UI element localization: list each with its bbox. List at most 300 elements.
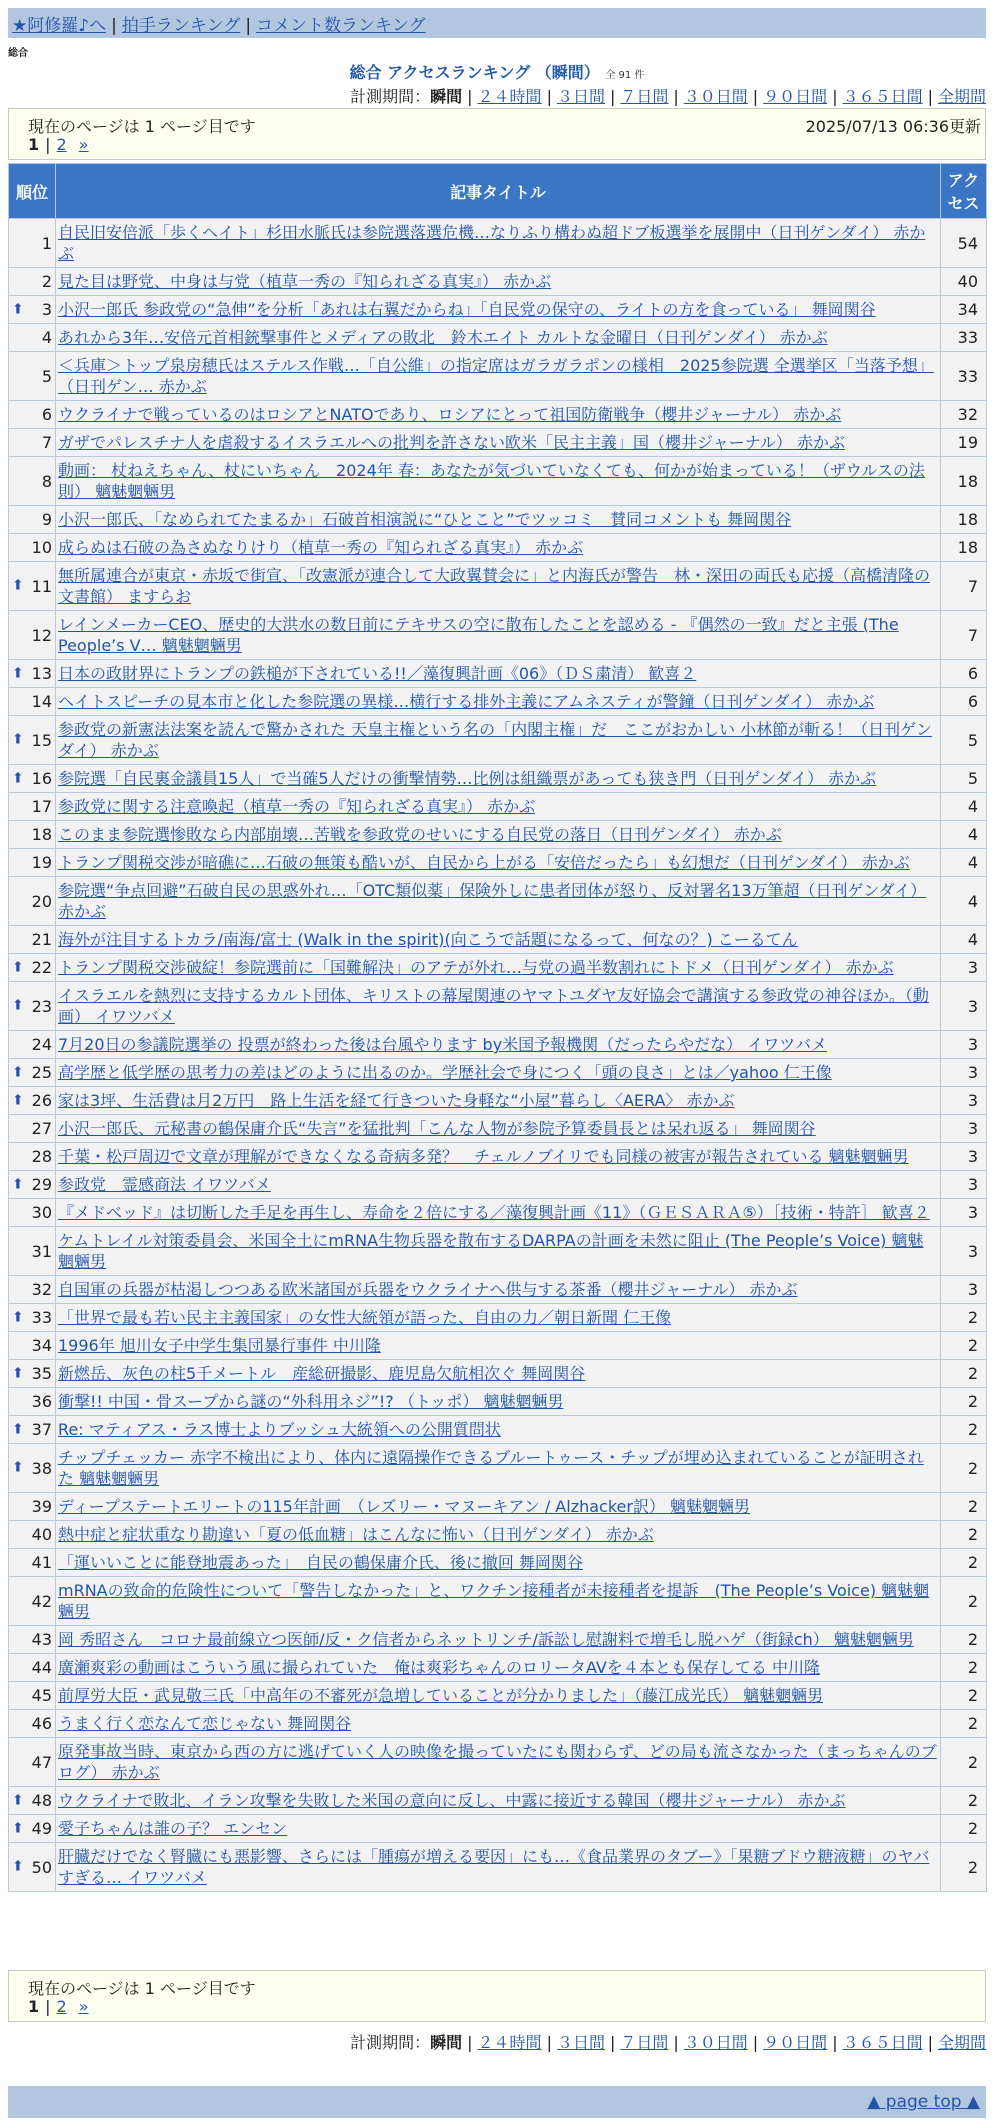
article-link[interactable]: 参政党に関する注意喚起（植草一秀の『知られざる真実』） 赤かぶ — [58, 797, 536, 816]
table-row — [9, 324, 987, 352]
table-row — [9, 429, 987, 457]
rank-cell — [9, 1843, 56, 1892]
title-cell — [56, 1549, 941, 1577]
access-count: 18 — [941, 457, 987, 506]
table-row — [9, 611, 987, 660]
article-link[interactable]: うまく行く恋なんて恋じゃない 舞岡関谷 — [58, 1714, 352, 1733]
access-count: 5 — [941, 765, 987, 793]
article-link[interactable]: トランプ関税交渉が暗礁に…石破の無策も酷いが、自民から上がる「安倍だったら」も幻想だ（日刊ゲンダイ） 赤かぶ — [58, 853, 910, 872]
rank-number: 39 — [31, 1497, 52, 1516]
rank-cell — [9, 793, 56, 821]
rank-number: 26 — [31, 1091, 52, 1110]
table-row — [9, 660, 987, 688]
rank-number: 33 — [31, 1308, 52, 1327]
article-link[interactable]: 千葉・松戸周辺で文章が理解ができなくなる奇病多発？ チェルノブイリでも同様の被害が報告されている 魑魅魍魎男 — [58, 1147, 909, 1166]
article-link[interactable]: 無所属連合が東京・赤坂で街宣、「改憲派が連合して大政翼賛会に」と内海氏が警告 林・深田の両氏も応援（高橋清隆の文書館） ますらお — [58, 566, 931, 606]
period-option[interactable]: ７日間 — [620, 87, 669, 106]
article-link[interactable]: 『メドベッド』は切断した手足を再生し、寿命を２倍にする／藻復興計画《11》（ＧＥＳＡＲＡ⑤）［技術・特許］ 歓喜２ — [58, 1203, 930, 1222]
article-link[interactable]: ＜兵庫＞トップ泉房穂氏はステルス作戦…「自公維」の指定席はガラガラポンの様相 2025参院選 全選挙区「当落予想」（日刊ゲン… 赤かぶ — [58, 356, 934, 396]
rank-number: 48 — [31, 1791, 52, 1810]
title-cell — [56, 1115, 941, 1143]
access-count: 5 — [941, 716, 987, 765]
title-cell — [56, 1143, 941, 1171]
article-link[interactable]: 小沢一郎氏 参政党の“急伸”を分析「あれは右翼だからね」「自民党の保守の、ライトの方を食っている」 舞岡関谷 — [58, 300, 876, 319]
updated-timestamp: 2025/07/13 06:36更新 — [805, 117, 981, 136]
article-link[interactable]: 愛子ちゃんは誰の子？ エンセン — [58, 1819, 288, 1838]
rank-cell — [9, 1304, 56, 1332]
table-row — [9, 1332, 987, 1360]
access-count: 2 — [941, 1738, 987, 1787]
title-header: 記事タイトル — [56, 164, 941, 219]
article-link[interactable]: 新燃岳、灰色の柱5千メートル 産総研撮影、鹿児島欠航相次ぐ 舞岡関谷 — [58, 1364, 586, 1383]
article-link[interactable]: 参院選「自民裏金議員15人」で当確5人だけの衝撃情勢…比例は組織票があっても狭き門（日刊ゲンダイ） 赤かぶ — [58, 769, 877, 788]
article-link[interactable]: 「運いいことに能登地震あった」 自民の鶴保庸介氏、後に撤回 舞岡関谷 — [58, 1553, 583, 1572]
period-option[interactable]: ３６５日間 — [842, 87, 923, 106]
rank-cell — [9, 268, 56, 296]
article-link[interactable]: 小沢一郎氏、元秘書の鶴保庸介氏“失言”を猛批判「こんな人物が参院予算委員長とは呆れ返る」 舞岡関谷 — [58, 1119, 816, 1138]
pager-page-1: 1 — [28, 135, 40, 154]
article-link[interactable]: あれから3年…安倍元首相銃撃事件とメディアの敗北 鈴木エイト カルトな金曜日（日刊ゲンダイ） 赤かぶ — [58, 328, 828, 347]
title-cell — [56, 765, 941, 793]
arrow-up-icon: ⬆ — [12, 577, 24, 594]
access-count: 2 — [941, 1444, 987, 1493]
rank-cell — [9, 1444, 56, 1493]
access-count: 2 — [941, 1654, 987, 1682]
rank-cell — [9, 401, 56, 429]
access-count: 18 — [941, 506, 987, 534]
article-link[interactable]: 高学歴と低学歴の思考力の差はどのように出るのか。学歴社会で身につく「頭の良さ」とは／yahoo 仁王像 — [58, 1063, 832, 1082]
period-option[interactable]: ３日間 — [556, 2033, 605, 2052]
table-row — [9, 688, 987, 716]
table-row — [9, 982, 987, 1031]
period-separator: | — [673, 87, 679, 106]
title-cell — [56, 1087, 941, 1115]
footer-bar — [8, 2086, 986, 2118]
table-row — [9, 1521, 987, 1549]
period-separator: | — [927, 87, 933, 106]
period-option[interactable]: 全期間 — [937, 87, 986, 106]
period-separator: | — [609, 2033, 616, 2052]
article-link[interactable]: 成らぬは石破の為さぬなりけり（植草一秀の『知られざる真実』） 赤かぶ — [58, 538, 584, 557]
article-link[interactable]: 岡 秀昭さん コロナ最前線立つ医師/反・ク信者からネットリンチ/訴訟し慰謝料で増毛し脱ハゲ（街録ch） 魑魅魍魎男 — [58, 1630, 914, 1649]
article-link[interactable]: 家は3坪、生活費は月2万円 路上生活を経て行きついた身軽な“小屋”暮らし〈AERA〉 赤かぶ — [58, 1091, 735, 1110]
rank-cell — [9, 1710, 56, 1738]
access-count: 7 — [941, 611, 987, 660]
rank-number: 45 — [31, 1686, 52, 1705]
title-cell — [56, 1444, 941, 1493]
period-option[interactable]: ２４時間 — [477, 2033, 542, 2052]
arrow-up-icon: ⬆ — [12, 1792, 24, 1808]
rank-number: 36 — [31, 1392, 52, 1411]
access-count: 54 — [941, 219, 987, 268]
rank-cell — [9, 296, 56, 324]
title-cell — [56, 457, 941, 506]
access-count: 6 — [941, 688, 987, 716]
article-link[interactable]: ヘイトスピーチの見本市と化した参院選の異様…横行する排外主義にアムネスティが警鐘（日刊ゲンダイ） 赤かぶ — [58, 692, 875, 711]
title-cell — [56, 401, 941, 429]
title-cell — [56, 1332, 941, 1360]
period-separator: | — [467, 87, 473, 106]
rank-number: 34 — [31, 1336, 52, 1355]
table-row — [9, 1304, 987, 1332]
access-count: 2 — [941, 1549, 987, 1577]
rank-cell — [9, 1416, 56, 1444]
table-row — [9, 506, 987, 534]
arrow-up-icon: ⬆ — [12, 1459, 24, 1476]
total-count: 全 91 件 — [605, 70, 645, 81]
article-link[interactable]: レインメーカーCEO、歴史的大洪水の数日前にテキサスの空に散布したことを認める - 『偶然の一致』だと主張 (The People’s V… 魑魅魍魎男 — [58, 615, 899, 655]
access-count: 2 — [941, 1626, 987, 1654]
article-link[interactable]: 動画： 杖ねえちゃん、杖にいちゃん 2024年 春：あなたが気づいていなくても、何かが始まっている！（ザウルスの法則） 魑魅魍魎男 — [58, 461, 925, 501]
access-count: 3 — [941, 1031, 987, 1059]
rank-cell — [9, 1360, 56, 1388]
rank-cell — [9, 1115, 56, 1143]
access-count: 2 — [941, 1682, 987, 1710]
rank-cell — [9, 1031, 56, 1059]
access-count: 3 — [941, 1276, 987, 1304]
rank-number: 9 — [41, 510, 52, 529]
period-option[interactable]: 全期間 — [937, 2033, 986, 2052]
access-count: 34 — [941, 296, 987, 324]
period-option[interactable]: ３０日間 — [683, 2033, 748, 2052]
table-row — [9, 1843, 987, 1892]
page-title-text: 総合 アクセスランキング （瞬間） — [349, 63, 600, 82]
table-row — [9, 1682, 987, 1710]
rank-cell — [9, 877, 56, 926]
title-cell — [56, 1199, 941, 1227]
rank-number: 28 — [31, 1147, 52, 1166]
table-row — [9, 1444, 987, 1493]
period-option[interactable]: ７日間 — [620, 2033, 669, 2052]
rank-number: 15 — [31, 730, 52, 750]
rank-cell — [9, 1388, 56, 1416]
table-row — [9, 1710, 987, 1738]
title-cell — [56, 1416, 941, 1444]
title-cell — [56, 1276, 941, 1304]
arrow-up-icon: ⬆ — [12, 1176, 24, 1192]
table-row — [9, 1416, 987, 1444]
top-nav-bar: ★阿修羅♪へ | 拍手ランキング | コメント数ランキング — [8, 8, 986, 38]
article-link[interactable]: ウクライナで戦っているのはロシアとNATOであり、ロシアにとって祖国防衛戦争（櫻井ジャーナル） 赤かぶ — [58, 405, 842, 424]
table-row — [9, 1199, 987, 1227]
title-cell — [56, 821, 941, 849]
access-count: 4 — [941, 926, 987, 954]
article-link[interactable]: ケムトレイル対策委員会、米国全土にmRNA生物兵器を散布するDARPAの計画を未然に阻止 (The People’s Voice) 魑魅魍魎男 — [58, 1231, 924, 1271]
home-link[interactable]: ★阿修羅♪へ — [12, 16, 107, 36]
title-cell — [56, 1843, 941, 1892]
access-count: 2 — [941, 1360, 987, 1388]
period-label: 計測期間： — [350, 87, 431, 106]
rank-number: 27 — [31, 1119, 52, 1138]
article-link[interactable]: このまま参院選惨敗なら内部崩壊…苦戦を参政党のせいにする自民党の落日（日刊ゲンダイ） 赤かぶ — [58, 825, 782, 844]
rank-cell — [9, 954, 56, 982]
pager-page-2[interactable]: 2 — [56, 135, 67, 154]
rank-cell — [9, 352, 56, 401]
title-cell — [56, 268, 941, 296]
title-cell — [56, 1304, 941, 1332]
period-option[interactable]: ９０日間 — [763, 87, 828, 106]
period-option[interactable]: ９０日間 — [763, 2033, 828, 2052]
title-cell — [56, 660, 941, 688]
period-separator: | — [832, 87, 838, 106]
rank-cell — [9, 1654, 56, 1682]
access-count: 2 — [941, 1710, 987, 1738]
rank-number: 1 — [41, 233, 52, 253]
title-cell — [56, 534, 941, 562]
article-link[interactable]: 1996年 旭川女子中学生集団暴行事件 中川隆 — [58, 1336, 381, 1355]
table-row — [9, 1815, 987, 1843]
article-link[interactable]: ウクライナで敗北、イラン攻撃を失敗した米国の意向に反し、中露に接近する韓国（櫻井ジャーナル） 赤かぶ — [58, 1791, 846, 1810]
period-separator: | — [546, 2033, 552, 2052]
rank-number: 10 — [31, 538, 52, 557]
period-label: 計測期間： — [350, 2033, 431, 2052]
rank-number: 40 — [31, 1525, 52, 1544]
article-link[interactable]: 衝撃!! 中国・骨スープから謎の“外科用ネジ”!? （トッポ） 魑魅魍魎男 — [58, 1392, 564, 1411]
article-link[interactable]: チップチェッカー 赤字不検出により、体内に遠隔操作できるブルートゥース・チップが埋め込まれていることが証明された 魑魅魍魎男 — [58, 1448, 924, 1488]
article-link[interactable]: 自国軍の兵器が枯渇しつつある欧米諸国が兵器をウクライナへ供与する茶番（櫻井ジャーナル） 赤かぶ — [58, 1280, 798, 1299]
rank-number: 22 — [31, 958, 52, 977]
article-link[interactable]: 熱中症と症状重なり勘違い「夏の低血糖」はこんなに怖い（日刊ゲンダイ） 赤かぶ — [58, 1525, 654, 1544]
table-row — [9, 1654, 987, 1682]
article-link[interactable]: 肝臓だけでなく腎臓にも悪影響、さらには「腫瘍が増える要因」にも…《食品業界のタブー》「果糖ブドウ糖液糖」のヤバすぎる… イワツバメ — [58, 1847, 930, 1887]
access-count: 2 — [941, 1787, 987, 1815]
rank-number: 47 — [31, 1752, 52, 1772]
access-count: 40 — [941, 268, 987, 296]
table-row — [9, 1227, 987, 1276]
period-option[interactable]: ３６５日間 — [842, 2033, 923, 2052]
title-cell — [56, 1787, 941, 1815]
article-link[interactable]: mRNAの致命的危険性について「警告しなかった」と、ワクチン接種者が未接種者を提訴 (The People’s Voice) 魑魅魍魎男 — [58, 1581, 930, 1621]
title-cell — [56, 793, 941, 821]
rank-cell — [9, 324, 56, 352]
access-count: 3 — [941, 1115, 987, 1143]
rank-number: 11 — [31, 576, 52, 596]
table-row — [9, 296, 987, 324]
pager-bottom: 1 | 2 » — [28, 1997, 89, 2016]
rank-number: 50 — [31, 1857, 52, 1877]
rank-cell — [9, 1521, 56, 1549]
article-link[interactable]: 日本の政財界にトランプの鉄槌が下されている!!／藻復興計画《06》（ＤＳ粛清） 歓喜２ — [58, 664, 697, 683]
article-link[interactable]: Re: マティアス・ラス博士よりブッシュ大統領への公開質問状 — [58, 1420, 501, 1439]
period-option[interactable]: ３日間 — [556, 87, 605, 106]
title-cell — [56, 877, 941, 926]
title-cell — [56, 1493, 941, 1521]
title-cell — [56, 352, 941, 401]
rank-number: 29 — [31, 1175, 52, 1194]
rank-number: 5 — [41, 366, 52, 386]
article-link[interactable]: 参政党の新憲法法案を読んで驚かされた 天皇主権という名の「内閣主権」だ ここがおかしい 小林節が斬る！（日刊ゲンダイ） 赤かぶ — [58, 720, 932, 760]
arrow-up-icon: ⬆ — [12, 1858, 24, 1875]
rank-number: 42 — [31, 1591, 52, 1611]
article-link[interactable]: 「世界で最も若い民主主義国家」の女性大統領が語った、自由の力／朝日新聞 仁王像 — [58, 1308, 672, 1327]
period-separator: | — [927, 2033, 933, 2052]
rank-number: 32 — [31, 1280, 52, 1299]
period-separator: | — [467, 2033, 473, 2052]
title-cell — [56, 1227, 941, 1276]
access-count: 19 — [941, 429, 987, 457]
article-link[interactable]: 7月20日の参議院選挙の 投票が終わった後は台風やります by米国予報機関（だったらやだな） イワツバメ — [58, 1035, 827, 1054]
rank-number: 13 — [31, 664, 52, 683]
rank-cell — [9, 1682, 56, 1710]
rank-number: 41 — [31, 1553, 52, 1572]
arrow-up-icon: ⬆ — [12, 770, 24, 786]
period-option[interactable]: ２４時間 — [477, 87, 542, 106]
table-row — [9, 1115, 987, 1143]
title-cell — [56, 296, 941, 324]
period-separator: | — [752, 87, 759, 106]
pager-page-1: 1 — [28, 1997, 40, 2016]
article-link[interactable]: 廣瀬爽彩の動画はこういう風に撮られていた 俺は爽彩ちゃんのロリータAVを４本とも保存してる 中川隆 — [58, 1658, 820, 1677]
title-cell — [56, 1654, 941, 1682]
table-row — [9, 821, 987, 849]
access-count: 2 — [941, 1577, 987, 1626]
rank-cell — [9, 429, 56, 457]
article-link[interactable]: 海外が注目するトカラ/南海/富士 (Walk in the spirit)(向こうで話題になるって、何なの？) こーるてん — [58, 930, 798, 949]
rank-cell — [9, 849, 56, 877]
title-cell — [56, 1388, 941, 1416]
access-count: 2 — [941, 1521, 987, 1549]
table-row — [9, 1577, 987, 1626]
rank-cell — [9, 1493, 56, 1521]
rank-number: 49 — [31, 1819, 52, 1838]
arrow-up-icon: ⬆ — [12, 1064, 24, 1080]
rank-cell — [9, 611, 56, 660]
table-row — [9, 457, 987, 506]
title-cell — [56, 611, 941, 660]
rank-cell — [9, 1787, 56, 1815]
rank-cell — [9, 688, 56, 716]
title-cell — [56, 1031, 941, 1059]
access-count: 2 — [941, 1388, 987, 1416]
period-option[interactable]: ３０日間 — [683, 87, 748, 106]
article-link[interactable]: 前厚労大臣・武見敬三氏「中高年の不審死が急増していることが分かりました」（藤江成光氏） 魑魅魍魎男 — [58, 1686, 824, 1705]
pager-next[interactable]: » — [78, 1997, 89, 2016]
rank-cell — [9, 1059, 56, 1087]
rank-number: 2 — [41, 272, 52, 291]
access-count: 33 — [941, 324, 987, 352]
rank-number: 23 — [31, 996, 52, 1016]
rank-number: 35 — [31, 1364, 52, 1383]
period-option: 瞬間 — [430, 2033, 463, 2052]
rank-number: 38 — [31, 1458, 52, 1478]
title-cell — [56, 429, 941, 457]
arrow-up-icon: ⬆ — [12, 1365, 24, 1381]
ranking-body — [9, 219, 987, 1892]
table-row — [9, 1738, 987, 1787]
pager-page-2[interactable]: 2 — [56, 1997, 67, 2016]
applause-ranking-link[interactable]: 拍手ランキング — [121, 16, 241, 36]
access-count: 2 — [941, 1843, 987, 1892]
rank-cell — [9, 660, 56, 688]
rank-cell — [9, 1332, 56, 1360]
access-count: 3 — [941, 1087, 987, 1115]
rank-cell — [9, 1087, 56, 1115]
title-cell — [56, 1710, 941, 1738]
period-separator: | — [546, 87, 552, 106]
table-row — [9, 352, 987, 401]
access-count: 32 — [941, 401, 987, 429]
title-cell — [56, 1682, 941, 1710]
title-cell — [56, 926, 941, 954]
rank-cell — [9, 1577, 56, 1626]
article-link[interactable]: トランプ関税交渉破綻！参院選前に「国難解決」のアテが外れ…与党の過半数割れにトドメ（日刊ゲンダイ） 赤かぶ — [58, 958, 894, 977]
current-page-text: 現在のページは 1 ページ目です — [28, 117, 256, 136]
current-page-text: 現在のページは 1 ページ目です — [28, 1979, 256, 1998]
rank-cell — [9, 1227, 56, 1276]
rank-cell — [9, 457, 56, 506]
page-title — [0, 60, 994, 83]
rank-cell — [9, 506, 56, 534]
title-cell — [56, 849, 941, 877]
rank-number: 37 — [31, 1420, 52, 1439]
article-link[interactable]: ガザでパレスチナ人を虐殺するイスラエルへの批判を許さない欧米「民主主義」国（櫻井ジャーナル） 赤かぶ — [58, 433, 846, 452]
access-header: アクセス — [941, 164, 987, 219]
table-row — [9, 793, 987, 821]
article-link[interactable]: 原発事故当時、東京から西の方に逃げていく人の映像を撮っていたにも関わらず、どの局も流さなかった（まっちゃんのブログ） 赤かぶ — [58, 1742, 937, 1782]
rank-cell — [9, 534, 56, 562]
access-count: 3 — [941, 954, 987, 982]
rank-header: 順位 — [9, 164, 56, 219]
rank-cell — [9, 1626, 56, 1654]
table-row — [9, 1787, 987, 1815]
access-count: 3 — [941, 982, 987, 1031]
access-count: 2 — [941, 1416, 987, 1444]
period-separator: | — [832, 2033, 838, 2052]
article-link[interactable]: 参政党 霊感商法 イワツバメ — [58, 1175, 271, 1194]
comment-ranking-link[interactable]: コメント数ランキング — [256, 16, 426, 36]
table-row — [9, 1493, 987, 1521]
rank-cell — [9, 1738, 56, 1787]
pager-next[interactable]: » — [78, 135, 89, 154]
article-link[interactable]: イスラエルを熱烈に支持するカルト団体、キリストの幕屋関連のヤマトユダヤ友好協会で講演する参政党の神谷ほか。（動画） イワツバメ — [58, 986, 929, 1026]
article-link[interactable]: 見た目は野党、中身は与党（植草一秀の『知られざる真実』） 赤かぶ — [58, 272, 552, 291]
table-row — [9, 1143, 987, 1171]
period-separator: | — [673, 2033, 679, 2052]
rank-cell — [9, 765, 56, 793]
access-count: 6 — [941, 660, 987, 688]
period-separator: | — [609, 87, 616, 106]
title-cell — [56, 1360, 941, 1388]
table-row — [9, 954, 987, 982]
page-top-link[interactable]: ▲ page top ▲ — [867, 2092, 980, 2112]
access-count: 2 — [941, 1332, 987, 1360]
title-cell — [56, 982, 941, 1031]
rank-cell — [9, 1143, 56, 1171]
rank-number: 18 — [31, 825, 52, 844]
period-option: 瞬間 — [430, 87, 463, 106]
rank-cell — [9, 1199, 56, 1227]
rank-number: 19 — [31, 853, 52, 872]
article-link[interactable]: ディープステートエリートの115年計画 （レズリー・マヌーキアン / Alzhacker訳） 魑魅魍魎男 — [58, 1497, 751, 1516]
table-row — [9, 1388, 987, 1416]
table-row — [9, 1360, 987, 1388]
rank-number: 4 — [41, 328, 52, 347]
article-link[interactable]: 小沢一郎氏、「なめられてたまるか」石破首相演説に“ひとこと”でツッコミ 賛同コメントも 舞岡関谷 — [58, 510, 792, 529]
rank-number: 46 — [31, 1714, 52, 1733]
table-header-row — [9, 164, 987, 219]
arrow-up-icon: ⬆ — [12, 959, 24, 975]
arrow-up-icon: ⬆ — [12, 1309, 24, 1325]
access-count: 4 — [941, 877, 987, 926]
rank-number: 43 — [31, 1630, 52, 1649]
article-link[interactable]: 参院選“争点回避”石破自民の思惑外れ…「OTC類似薬」保険外しに患者団体が怒り、反対署名13万筆超（日刊ゲンダイ） 赤かぶ — [58, 881, 927, 921]
title-cell — [56, 688, 941, 716]
article-link[interactable]: 自民旧安倍派「歩くヘイト」杉田水脈氏は参院選落選危機…なりふり構わぬ超ドブ板選挙を展開中（日刊ゲンダイ） 赤かぶ — [58, 223, 926, 263]
rank-number: 3 — [41, 300, 52, 319]
ranking-table — [8, 163, 987, 1892]
table-row — [9, 716, 987, 765]
rank-number: 17 — [31, 797, 52, 816]
